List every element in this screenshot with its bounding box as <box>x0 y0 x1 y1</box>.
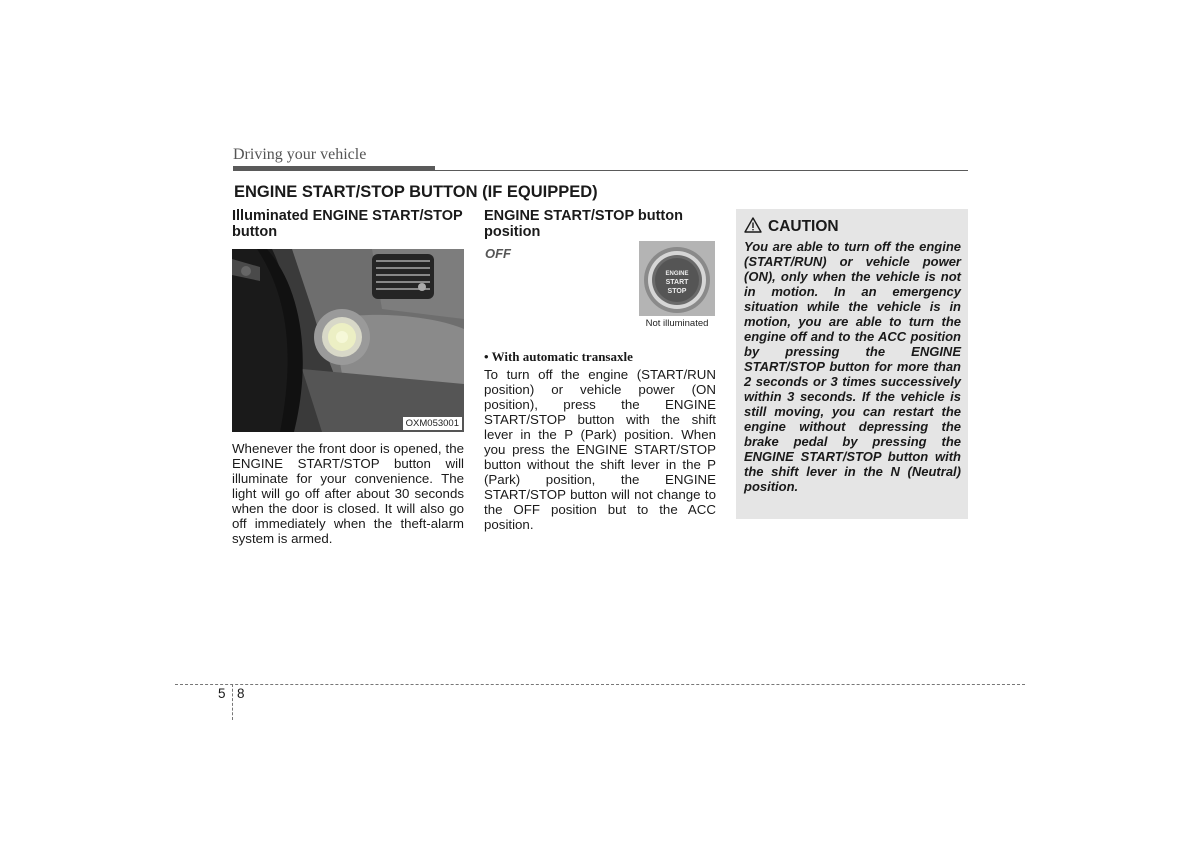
thumbnail-caption: Not illuminated <box>639 316 715 332</box>
warning-triangle-icon <box>744 217 762 233</box>
running-head: Driving your vehicle <box>233 146 367 163</box>
column2-heading: ENGINE START/STOP button position <box>484 208 683 240</box>
caution-heading <box>744 217 839 236</box>
section-number: 5 <box>218 686 226 701</box>
start-stop-button-icon <box>639 241 715 316</box>
position-label-off: OFF <box>485 246 511 261</box>
footer-divider <box>232 684 233 720</box>
dashboard-photo <box>232 249 464 432</box>
button-text-stop: STOP <box>667 288 687 295</box>
section-title: ENGINE START/STOP BUTTON (IF EQUIPPED) <box>234 183 598 201</box>
button-text-start: START <box>665 279 689 286</box>
header-rule-thin <box>435 170 968 171</box>
caution-box <box>736 209 968 519</box>
image-code: OXM053001 <box>403 417 462 430</box>
page-number: 8 <box>237 686 245 701</box>
caution-text: You are able to turn off the engine (START/RUN) or vehicle power (ON), only when the vehicle is not in motion. In an emergency situation while the vehicle is in motion, you are able to turn the engine off and to the ACC position by pressing the ENGINE START/STOP button for more than 2 seconds or 3 times successively within 3 seconds. If the vehicle is still moving, you can restart the engine without depressing the brake pedal by pressing the ENGINE START/STOP button with the shift lever in the N (Neutral) position. <box>744 239 961 494</box>
caution-title: CAUTION <box>768 218 839 235</box>
column1-heading: Illuminated ENGINE START/STOP button <box>232 208 463 240</box>
footer-rule <box>175 684 1025 685</box>
header-rule-thick <box>233 166 435 171</box>
column2-body: To turn off the engine (START/RUN position) or vehicle power (ON position), press the ENGINE START/STOP button with the shift lever in the P (Park) position. When you press the ENGINE START/STOP button without the shift lever in the P (Park) position, the ENGINE START/STOP button will not change to the OFF position but to the ACC position. <box>484 367 716 532</box>
bullet-automatic-transaxle: • With automatic transaxle <box>484 349 633 364</box>
button-thumbnail <box>639 241 715 332</box>
dashboard-illustration <box>232 249 464 432</box>
column1-body: Whenever the front door is opened, the ENGINE START/STOP button will illuminate for your convenience. The light will go off after about 30 seconds when the door is closed. It will also go off immediately when the theft-alarm system is armed. <box>232 441 464 546</box>
button-text-engine: ENGINE <box>665 271 689 277</box>
